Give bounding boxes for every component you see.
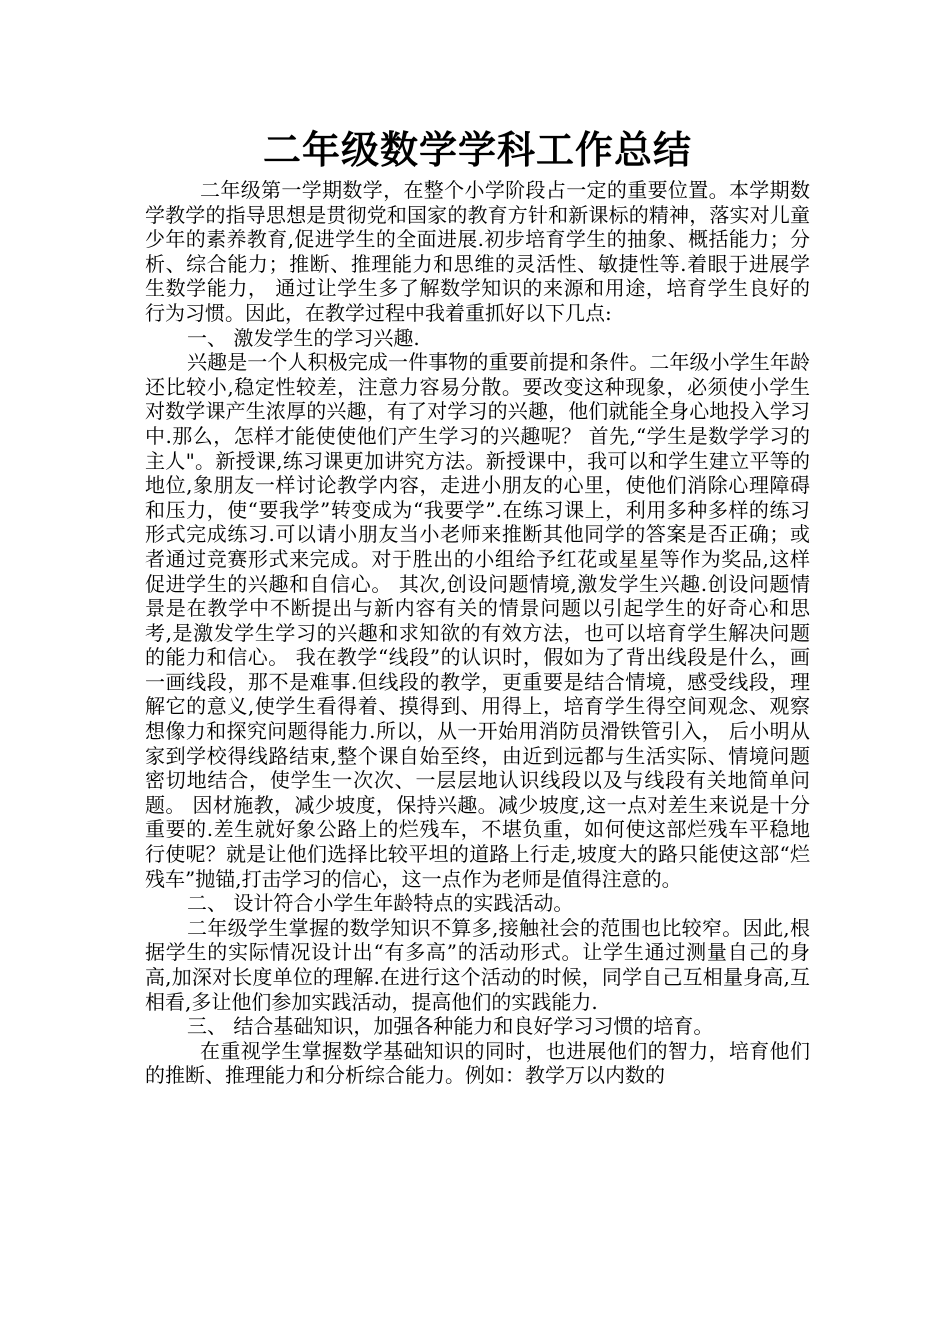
- section-3-body: 在重视学生掌握数学基础知识的同时，也进展他们的智力，培育他们的推断、推理能力和分析综合能力。例如：教学万以内数的: [145, 1038, 810, 1088]
- intro-paragraph: 二年级第一学期数学，在整个小学阶段占一定的重要位置。本学期数学教学的指导思想是贯彻党和国家的教育方针和新课标的精神，落实对儿童少年的素养教育,促进学生的全面进展.初步培育学生的抽象、概括能力；分析、综合能力；推断、推理能力和思维的灵活性、敏捷性等.着眼于进展学生数学能力， 通过让学生多了解数学知识的来源和用途，培育学生良好的行为习惯。因此，在教学过程中我着重抓好以下几点:: [145, 178, 810, 325]
- section-2-heading: 二、 设计符合小学生年龄特点的实践活动。: [187, 891, 574, 916]
- section-2-body: 二年级学生掌握的数学知识不算多,接触社会的范围也比较窄。因此,根据学生的实际情况设计出“有多高”的活动形式。让学生通过测量自己的身高,加深对长度单位的理解.在进行这个活动的时候，同学自己互相量身高,互相看,多让他们参加实践活动，提高他们的实践能力.: [145, 915, 810, 1014]
- document-title: 二年级数学学科工作总结: [262, 127, 692, 172]
- document-page: [145, 122, 810, 1088]
- section-1-heading: 一、 激发学生的学习兴趣.: [187, 325, 420, 350]
- section-3-heading: 三、 结合基础知识，加强各种能力和良好学习习惯的培育。: [187, 1014, 714, 1039]
- section-1-body: 兴趣是一个人积极完成一件事物的重要前提和条件。二年级小学生年龄还比较小,稳定性较差，注意力容易分散。要改变这种现象，必须使小学生对数学课产生浓厚的兴趣，有了对学习的兴趣，他们就能全身心地投入学习中.那么，怎样才能使使他们产生学习的兴趣呢？ 首先,“学生是数学学习的主人"。新授课,练习课更加讲究方法。新授课中，我可以和学生建立平等的地位,象朋友一样讨论教学内容，走进小朋友的心里，使他们消除心理障碍和压力，使“要我学”转变成为“我要学”.在练习课上，利用多种多样的练习形式完成练习.可以请小朋友当小老师来推断其他同学的答案是否正确；或者通过竞赛形式来完成。对于胜出的小组给予红花或星星等作为奖品,这样促进学生的兴趣和自信心。 其次,创设问题情境,激发学生兴趣.创设问题情景是在教学中不断提出与新内容有关的情景问题以引起学生的好奇心和思考,是激发学生学习的兴趣和求知欲的有效方法，也可以培育学生解决问题的能力和信心。 我在教学“线段”的认识时，假如为了背出线段是什么，画一画线段，那不是难事.但线段的教学，更重要是结合情境，感受线段，理解它的意义,使学生看得着、摸得到、用得上，培育学生得空间观念、观察想像力和探究问题得能力.所以，从一开始用消防员滑铁管引入， 后小明从家到学校得线路结束,整个课自始至终，由近到远都与生活实际、情境问题密切地结合，使学生一次次、一层层地认识线段以及与线段有关地简单问题。 因材施教，减少坡度，保持兴趣。减少坡度,这一点对差生来说是十分重要的.差生就好象公路上的烂残车，不堪负重，如何使这部烂残车平稳地行使呢？就是让他们选择比较平坦的道路上行走,坡度大的路只能使这部“烂残车”抛锚,打击学习的信心，这一点作为老师是值得注意的。: [145, 350, 810, 891]
